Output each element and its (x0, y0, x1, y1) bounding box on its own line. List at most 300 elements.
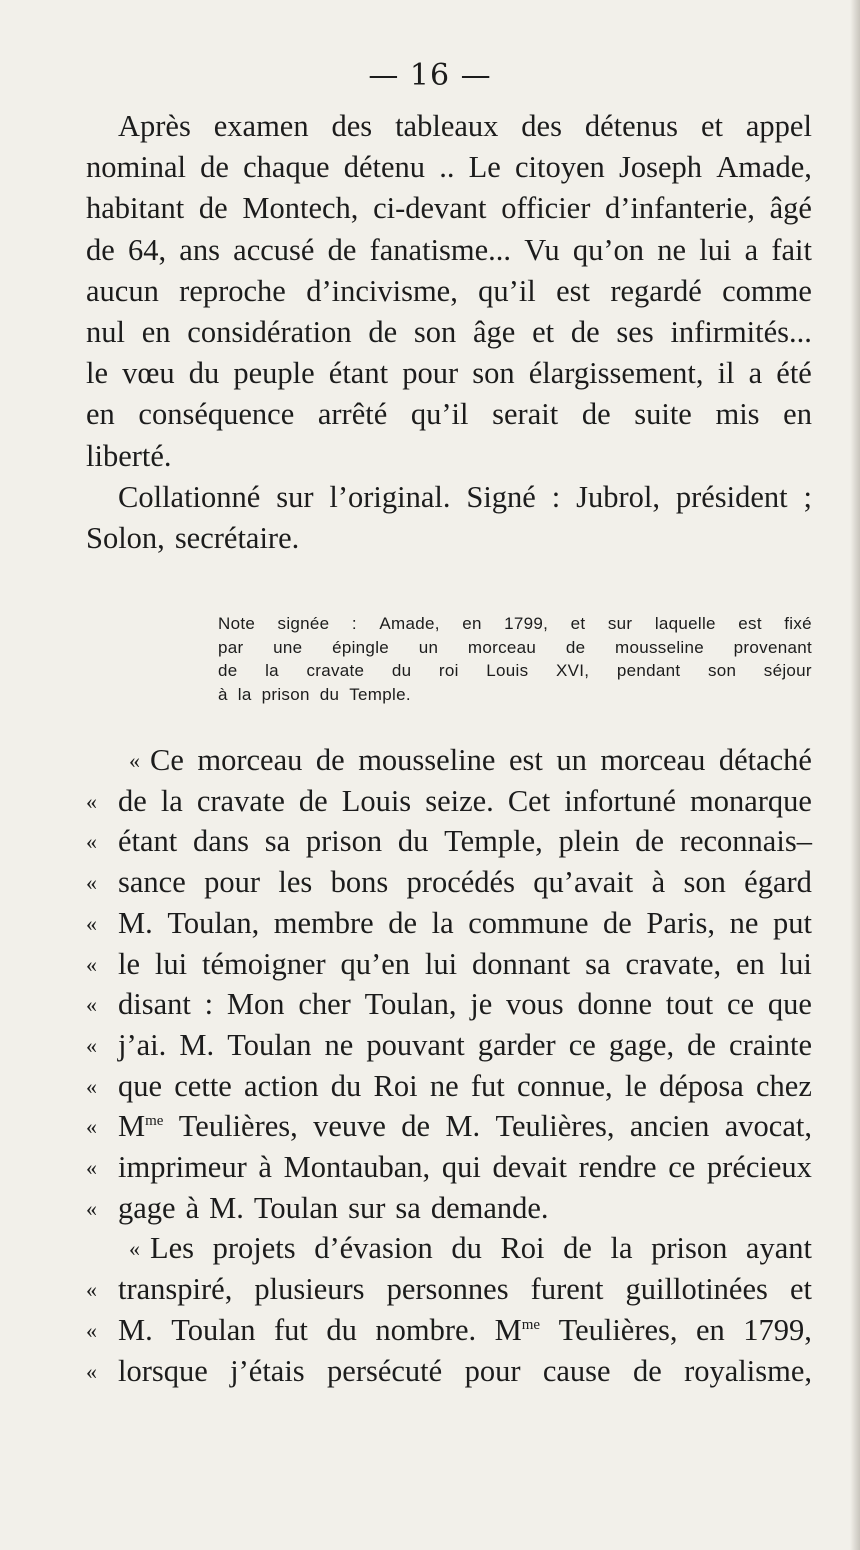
word: Joseph (618, 150, 702, 185)
guillemet-mark: « (86, 1073, 97, 1099)
word: Jubrol, (576, 479, 660, 514)
word: mousseline (615, 637, 704, 657)
word: à (258, 1150, 272, 1185)
word: précieux (706, 1150, 812, 1185)
word: fixé (784, 614, 812, 633)
word: bons (330, 865, 389, 900)
word: personnes (386, 1272, 509, 1307)
guillemet-mark: « (86, 788, 97, 814)
word: cette (174, 1068, 232, 1103)
word: de (632, 1353, 662, 1388)
word: arrêté (317, 397, 388, 432)
word: la (237, 684, 252, 704)
quote-line-text (118, 1066, 812, 1107)
word: pour (402, 356, 459, 391)
word: une (273, 637, 303, 657)
guillemet-mark: « (129, 1236, 140, 1262)
word: prison (261, 684, 310, 704)
word: du (188, 356, 220, 391)
word: de (563, 1231, 592, 1266)
word: projets (212, 1231, 296, 1266)
word: en (696, 1312, 725, 1347)
word: âgé (769, 191, 812, 226)
guillemet-mark: « (86, 829, 97, 855)
word: reproche (179, 273, 286, 308)
note-caption (218, 612, 812, 706)
word: Teulières, (558, 1312, 678, 1347)
word: fut (470, 1068, 505, 1103)
quote-line-text (118, 1147, 812, 1188)
word: détenu (343, 150, 426, 185)
word: élargissement, (528, 356, 704, 391)
word: de (570, 315, 600, 350)
word: j’étais (230, 1353, 305, 1388)
quote-line-text (118, 862, 812, 903)
word: seize. (425, 783, 494, 818)
word: fut (273, 1312, 308, 1347)
note-line (218, 659, 812, 683)
word: morceau (467, 637, 537, 657)
word: Solon, (86, 521, 165, 556)
note-line (218, 636, 812, 660)
word: ancien (629, 1109, 710, 1144)
word: laquelle (654, 614, 716, 633)
body-text (86, 106, 812, 559)
word: déposa (659, 1068, 744, 1103)
word: devait (492, 1150, 567, 1185)
word: imprimeur (118, 1150, 247, 1185)
word: pendant (616, 661, 681, 680)
word: ne (429, 1068, 459, 1103)
word: séjour (763, 661, 812, 680)
word: de (368, 315, 398, 350)
word: mis (715, 397, 760, 432)
word: gage (118, 1190, 176, 1225)
word: en (86, 397, 115, 432)
word: la (610, 1231, 633, 1266)
word: infirmités... (670, 315, 812, 350)
word: cravate, (625, 946, 722, 981)
word: nombre. (375, 1312, 477, 1347)
quote-line (86, 903, 812, 944)
word: cravate (196, 783, 285, 818)
word: est (508, 743, 543, 777)
quote-line-text (118, 1025, 812, 1066)
word: de (401, 1109, 431, 1144)
word: Signé (466, 479, 536, 514)
word: ses (616, 315, 654, 350)
word: et (700, 109, 723, 143)
word: pouvant (366, 1027, 465, 1062)
word: sa (395, 1190, 421, 1225)
quote-line-text (118, 944, 812, 985)
word: fait (771, 232, 812, 267)
word: nul (86, 315, 125, 350)
word: monarque (690, 783, 812, 818)
text-line (86, 518, 812, 559)
quote-line (86, 1106, 812, 1147)
word: prison (305, 824, 383, 859)
word: et (789, 1272, 812, 1307)
word: lui (424, 946, 458, 981)
word: et (532, 315, 555, 350)
word: de (565, 637, 586, 657)
word: du (451, 1231, 482, 1266)
word: d’infanterie, (605, 191, 755, 226)
word: morceau (197, 743, 303, 777)
word: aucun (86, 273, 159, 308)
word: dans (193, 824, 249, 859)
word: guillotinées (625, 1272, 768, 1307)
quote-line (86, 944, 812, 985)
quote-line-text (118, 903, 812, 944)
quote-line (86, 862, 812, 903)
word: lui (699, 232, 732, 267)
word: Mon (226, 987, 285, 1022)
word: examen (213, 109, 309, 143)
word: considération (187, 315, 352, 350)
word: en (462, 614, 482, 633)
word: sa (264, 824, 291, 859)
word: : (551, 479, 561, 514)
word: qui (441, 1150, 481, 1185)
word: Louis (486, 661, 529, 680)
word: demande. (430, 1190, 549, 1225)
word: M. (179, 1027, 215, 1062)
word: étant (328, 356, 389, 391)
word: nominal (86, 150, 186, 185)
quote-line-text (118, 781, 812, 822)
word: signée (277, 614, 330, 633)
word: Roi (373, 1068, 418, 1103)
quote-line-text (118, 821, 812, 862)
guillemet-mark: « (86, 910, 97, 936)
note-line (218, 612, 812, 636)
word: la (265, 661, 279, 680)
word: des (331, 109, 373, 143)
quote-line-text (150, 740, 812, 781)
word: et (570, 614, 586, 633)
word: Temple. (349, 684, 411, 704)
word: détaché (718, 743, 812, 777)
text-line (86, 353, 812, 394)
word: Paris, (646, 905, 716, 940)
word: M. (118, 905, 153, 940)
word: tableaux (395, 109, 499, 143)
word: mousseline (358, 743, 496, 777)
word: .. (439, 150, 455, 185)
quote-line (86, 1228, 812, 1269)
word: membre (273, 905, 374, 940)
word: regardé (610, 273, 702, 308)
word: à (218, 684, 228, 704)
guillemet-mark: « (86, 992, 97, 1018)
word: de (315, 743, 345, 777)
word: donne (577, 987, 652, 1022)
word: serait (492, 397, 559, 432)
word: les (278, 865, 313, 900)
text-line (86, 312, 812, 353)
word: qu’avait (533, 865, 634, 900)
word: donnant (471, 946, 571, 981)
word: fanatisme... (369, 232, 512, 267)
word: citoyen (515, 150, 605, 185)
word: son (707, 661, 737, 680)
word: en (783, 397, 812, 432)
word: Roi (500, 1231, 545, 1266)
word: témoigner (202, 946, 326, 981)
word: commune (468, 905, 589, 940)
quoted-letter (86, 740, 812, 1391)
word: royalisme, (684, 1353, 812, 1388)
word: $M^{me}$ (118, 1109, 164, 1144)
word: habitant (86, 191, 185, 226)
word: du (397, 824, 429, 859)
word: M. (445, 1109, 481, 1144)
guillemet-mark: « (86, 1114, 97, 1140)
quote-line-text (118, 1188, 812, 1229)
word: M. (209, 1190, 244, 1225)
paragraph-1 (86, 106, 812, 477)
text-line (86, 147, 812, 188)
word: infortuné (564, 783, 676, 818)
word: ce (568, 1027, 596, 1062)
text-line (86, 230, 812, 271)
word: j’ai. (118, 1027, 167, 1062)
word: un (418, 637, 439, 657)
word: suite (634, 397, 692, 432)
word: qu’il (478, 273, 536, 308)
word: put (772, 905, 812, 940)
word: sur (348, 1190, 386, 1225)
word: cher (298, 987, 351, 1022)
word: ne (657, 232, 687, 267)
word: vous (506, 987, 564, 1022)
word: M. (118, 1312, 153, 1347)
guillemet-mark: « (86, 1277, 97, 1303)
word: des (521, 109, 562, 143)
quote-line-text (118, 1310, 812, 1351)
word: 64, (127, 232, 167, 267)
word: transpiré, (118, 1272, 233, 1307)
word: Toulan, (167, 905, 260, 940)
word: son (413, 315, 457, 350)
word: tout (665, 987, 714, 1022)
guillemet-mark: « (129, 748, 140, 773)
word: de (298, 783, 328, 818)
word: lui (779, 946, 812, 981)
word: du (330, 1068, 362, 1103)
word: Teulières, (178, 1109, 298, 1144)
word: avocat, (724, 1109, 812, 1144)
word: persécuté (327, 1353, 443, 1388)
word: en (141, 315, 171, 350)
word: de (581, 397, 611, 432)
quote-line (86, 1188, 812, 1229)
word: d’évasion (314, 1231, 433, 1266)
word: secrétaire. (174, 521, 300, 556)
word: un (556, 743, 587, 777)
quote-line (86, 1351, 812, 1392)
quote-line (86, 1066, 812, 1107)
word: provenant (733, 637, 812, 657)
note-line (218, 683, 812, 707)
word: de (118, 783, 147, 818)
guillemet-mark: « (86, 951, 97, 977)
word: il (717, 356, 735, 391)
text-line (86, 394, 812, 435)
word: Toulan (227, 1027, 312, 1062)
word: le (624, 1068, 647, 1103)
guillemet-mark: « (86, 1317, 97, 1343)
word: $M^{me}$ (494, 1312, 541, 1347)
word: pour (464, 1353, 521, 1388)
word: Louis (341, 783, 412, 818)
word: Toulan (253, 1190, 339, 1225)
word: gage, (608, 1027, 675, 1062)
quote-line (86, 1147, 812, 1188)
quote-line (86, 984, 812, 1025)
word: roi (438, 661, 459, 680)
word: morceau (600, 743, 706, 777)
word: du (319, 684, 340, 704)
word: connue, (516, 1068, 613, 1103)
word: sur (276, 479, 314, 514)
word: rendre (578, 1150, 657, 1185)
page-number: — 16 — (368, 58, 492, 93)
word: Note (218, 614, 256, 633)
word: Après (118, 109, 191, 143)
word: a (744, 232, 759, 267)
word: accusé (233, 232, 315, 267)
word: d’incivisme, (306, 273, 458, 308)
quote-line (86, 740, 812, 781)
guillemet-mark: « (86, 870, 97, 896)
word: le (86, 356, 109, 391)
word: âge (473, 315, 516, 350)
word: crainte (729, 1027, 812, 1062)
word: pour (204, 865, 260, 900)
guillemet-mark: « (86, 1358, 97, 1384)
word: ce (668, 1150, 696, 1185)
word: son (683, 865, 726, 900)
word: je (470, 987, 493, 1022)
word: l’original. (329, 479, 451, 514)
word: de (603, 905, 632, 940)
word: que (118, 1068, 163, 1103)
word: la (160, 783, 183, 818)
word: : (351, 614, 357, 633)
quote-line (86, 1310, 812, 1351)
text-line (86, 271, 812, 312)
word: veuve (313, 1109, 386, 1144)
word: Amade, (379, 614, 440, 633)
word: du (391, 661, 412, 680)
word: est (556, 273, 591, 308)
word: ce (727, 987, 755, 1022)
word: à (651, 865, 666, 900)
word: épingle (332, 637, 390, 657)
word: détenus (584, 109, 679, 143)
word: à (185, 1190, 200, 1225)
word: cravate (306, 661, 365, 680)
word: que (767, 987, 812, 1022)
word: : (204, 987, 214, 1022)
word: Vu (524, 232, 560, 267)
word: ayant (745, 1231, 812, 1266)
word: Les (150, 1231, 195, 1266)
quote-line (86, 821, 812, 862)
quote-line-text (118, 1106, 812, 1147)
word: officier (501, 191, 591, 226)
word: par (218, 637, 244, 657)
quote-line-text (118, 1351, 812, 1392)
word: qu’en (340, 946, 410, 981)
word: du (326, 1312, 357, 1347)
word: de (218, 661, 238, 680)
word: garder (477, 1027, 556, 1062)
word: en (736, 946, 765, 981)
guillemet-mark: « (86, 1155, 97, 1181)
word: Cet (507, 783, 551, 818)
word: ne (729, 905, 759, 940)
word: plusieurs (254, 1272, 365, 1307)
word: de (687, 1027, 716, 1062)
word: Toulan (171, 1312, 256, 1347)
word: de (635, 824, 665, 859)
word: sur (607, 614, 633, 633)
guillemet-mark: « (86, 1195, 97, 1221)
guillemet-mark: « (86, 1032, 97, 1058)
word: est (738, 614, 762, 633)
word: chaque (243, 150, 330, 185)
word: de (388, 905, 418, 940)
word: ; (803, 479, 812, 514)
word: de (327, 232, 357, 267)
word: étant (118, 824, 178, 859)
text-line (86, 188, 812, 229)
quote-line (86, 1025, 812, 1066)
word: conséquence (138, 397, 295, 432)
word: Montech, (242, 191, 359, 226)
quote-line (86, 781, 812, 822)
word: ne (324, 1027, 354, 1062)
word: Toulan, (364, 987, 457, 1022)
word: furent (530, 1272, 604, 1307)
word: qu’on (572, 232, 645, 267)
word: prison (651, 1231, 728, 1266)
word: appel (745, 109, 812, 143)
word: vœu (122, 356, 175, 391)
word: comme (722, 273, 812, 308)
word: président (675, 479, 788, 514)
word: Montauban, (283, 1150, 431, 1185)
word: de (198, 191, 228, 226)
word: disant (118, 987, 191, 1022)
word: procédés (406, 865, 515, 900)
word: Collationné (118, 479, 261, 514)
word: égard (744, 865, 812, 900)
quote-line (86, 1269, 812, 1310)
text-line (86, 106, 812, 147)
quote-line-text (150, 1228, 812, 1269)
word: qu’il (410, 397, 469, 432)
word: le (118, 946, 141, 981)
paragraph-2 (86, 477, 812, 559)
word: 1799, (504, 614, 549, 633)
word: Temple, (444, 824, 543, 859)
word: peuple (233, 356, 315, 391)
